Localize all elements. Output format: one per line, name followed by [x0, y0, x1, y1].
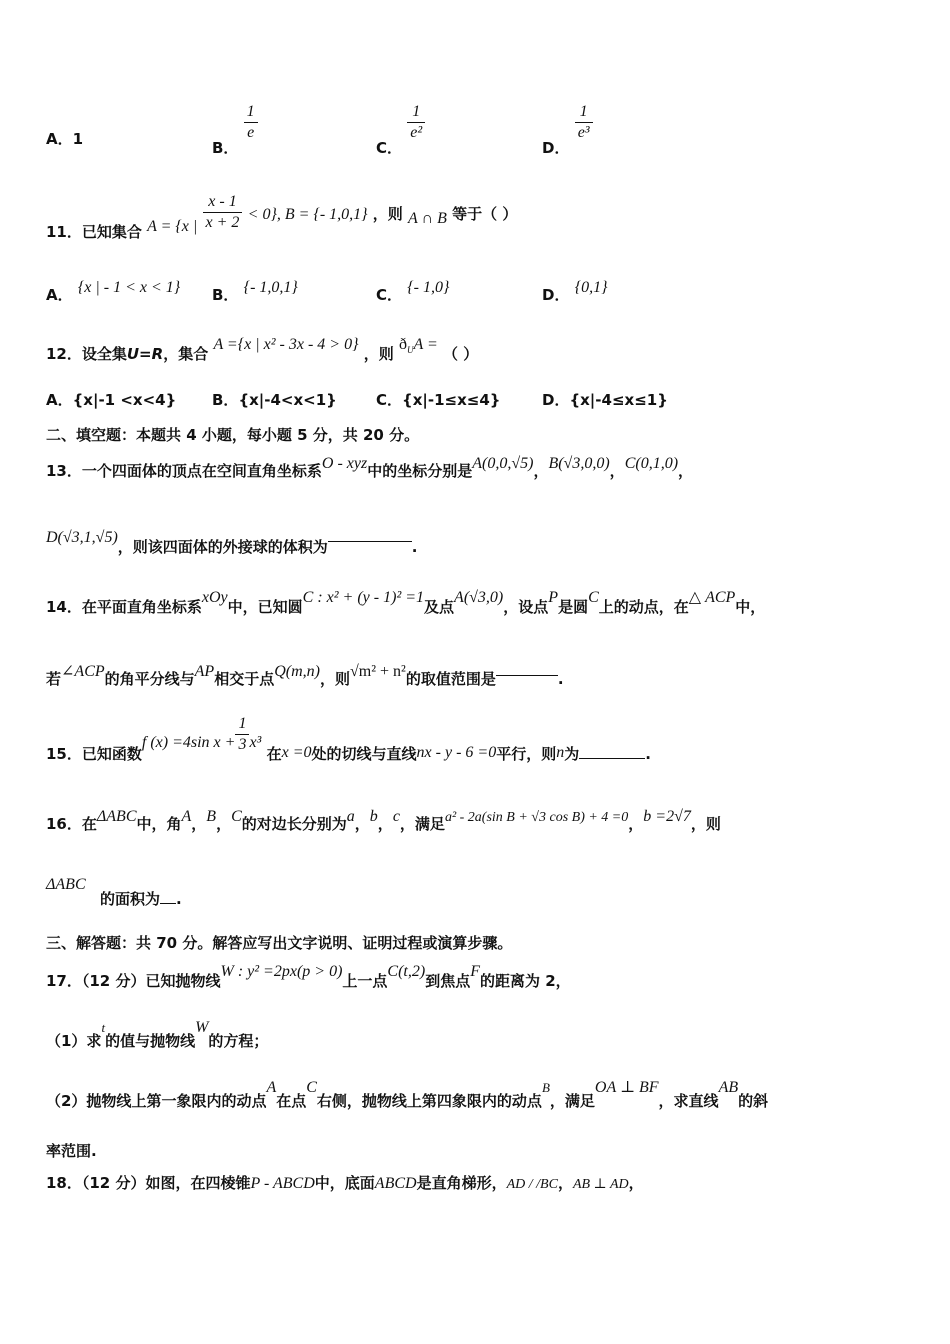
q13-stem-line1: 13．一个四面体的顶点在空间直角坐标系O - xyz中的坐标分别是A(0,0,√5)，B(√3,0,0)，C(0,1,0)，	[46, 455, 694, 480]
q14-stem-line2: 若∠ACP的角平分线与AP相交于点Q(m,n)，则√m² + n²的取值范围是 .	[46, 663, 564, 688]
q17-stem: 17．（12 分）已知抛物线W : y² =2px(p > 0)上一点C(t,2)到焦点F的距离为 2，	[46, 963, 571, 990]
q13-stem-line2: D(√3,1,√5)，则该四面体的外接球的体积为 .	[46, 529, 418, 556]
q11-option-a: A． {x | - 1 < x < 1}	[46, 279, 181, 304]
q11-option-c: C． {- 1,0}	[376, 279, 450, 304]
q11-option-b: B． {- 1,0,1}	[212, 279, 298, 304]
q16-stem-line2: ΔABC 的面积为 .	[46, 876, 182, 908]
q11-option-d: D． {0,1}	[542, 279, 608, 304]
q10-option-c: C． $\frac{1}{\text{e²}}$	[376, 102, 425, 143]
q10-option-b: B． $\frac{1}{e}$	[212, 102, 258, 143]
q18-stem: 18．（12 分）如图，在四棱锥P - ABCD中，底面ABCD是直角梯形，AD / /BC，AB ⊥ AD，	[46, 1174, 644, 1192]
q16-stem-line1: 16．在ΔABC中，角A，B，C的对边长分别为a，b，c，满足a² - 2a(sin B + √3 cos B) + 4 =0，b =2√7，则	[46, 808, 721, 833]
q14-stem-line1: 14．在平面直角坐标系xOy中，已知圆C : x² + (y - 1)² =1及点A(√3,0)，设点P是圆C上的动点，在△ ACP中，	[46, 589, 766, 616]
q17-part2-cont: 率范围.	[46, 1142, 97, 1160]
q17-part1: （1）求t的值与抛物线W的方程；	[46, 1019, 269, 1050]
q10-option-d: D． $\frac{1}{\text{e³}}$	[542, 102, 593, 143]
q12-stem: 12．设全集U=R，集合 A ={x | x² - 3x - 4 > 0} ，则 $ð_UA$ = （ ）	[46, 336, 479, 363]
q11-stem: 11．已知集合 A = {x | $\frac{x - 1}{x + 2}$ < 0}, B = {- 1,0,1} ，则 A ∩ B 等于（ ）	[46, 193, 518, 241]
q12-option-b: B．{x|-4<x<1}	[212, 391, 337, 409]
section-2-heading: 二、填空题：本题共 4 小题，每小题 5 分，共 20 分。	[46, 426, 420, 444]
q12-option-a: A．{x|-1 <x<4}	[46, 391, 177, 409]
q15-stem: 15．已知函数f (x) =4sin x + $\frac{1}{3}$ x³ 在x =0处的切线与直线nx - y - 6 =0平行，则n为 .	[46, 715, 651, 763]
q12-option-c: C．{x|-1≤x≤4}	[376, 391, 501, 409]
section-3-heading: 三、解答题：共 70 分。解答应写出文字说明、证明过程或演算步骤。	[46, 934, 513, 952]
q17-part2: （2）抛物线上第一象限内的动点A在点C右侧，抛物线上第四象限内的动点B，满足OA ⊥ BF，求直线AB的斜	[46, 1079, 769, 1110]
q10-option-a: A．1	[46, 130, 84, 148]
q12-option-d: D．{x|-4≤x≤1}	[542, 391, 668, 409]
